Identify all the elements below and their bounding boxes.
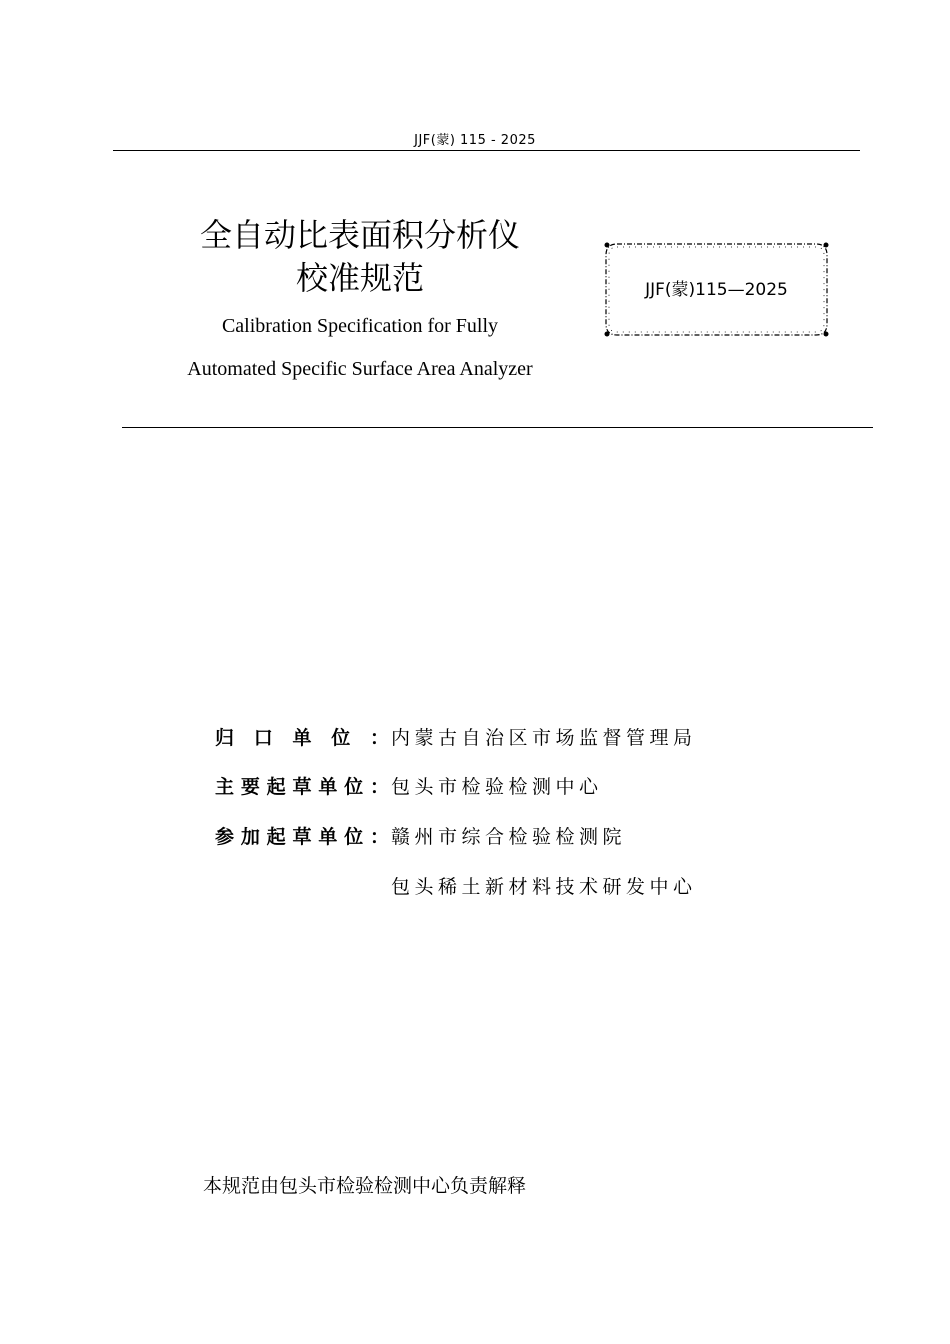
org-label-main-drafter: 主要起草单位： (215, 776, 391, 798)
org-value-co-drafter-2: 包头稀土新材料技术研发中心 (391, 876, 697, 898)
header-divider (113, 150, 860, 151)
title-divider (122, 427, 873, 428)
org-label-centralized: 归口单位： (215, 727, 391, 749)
title-chinese-line-2: 校准规范 (295, 259, 424, 297)
standard-code-box-text: JJF(蒙)115—2025 (645, 280, 788, 300)
org-row-co-drafter (215, 822, 626, 852)
org-row-co-drafter-continued (215, 872, 697, 902)
org-row-centralized (215, 723, 697, 753)
header-standard-code: JJF(蒙) 115 - 2025 (414, 133, 536, 148)
title-english-line-2: Automated Specific Surface Area Analyzer (187, 358, 533, 380)
title-english-line-1: Calibration Specification for Fully (221, 315, 499, 337)
org-label-co-drafter: 参加起草单位： (215, 826, 391, 848)
org-value-centralized: 内蒙古自治区市场监督管理局 (391, 727, 697, 749)
org-row-main-drafter (215, 772, 603, 802)
interpretation-note: 本规范由包头市检验检测中心负责解释 (203, 1175, 527, 1197)
title-chinese-line-1: 全自动比表面积分析仪 (199, 216, 520, 254)
org-value-main-drafter: 包头市检验检测中心 (391, 776, 603, 798)
standard-code-box (603, 241, 830, 338)
org-value-co-drafter-1: 赣州市综合检验检测院 (391, 826, 627, 848)
